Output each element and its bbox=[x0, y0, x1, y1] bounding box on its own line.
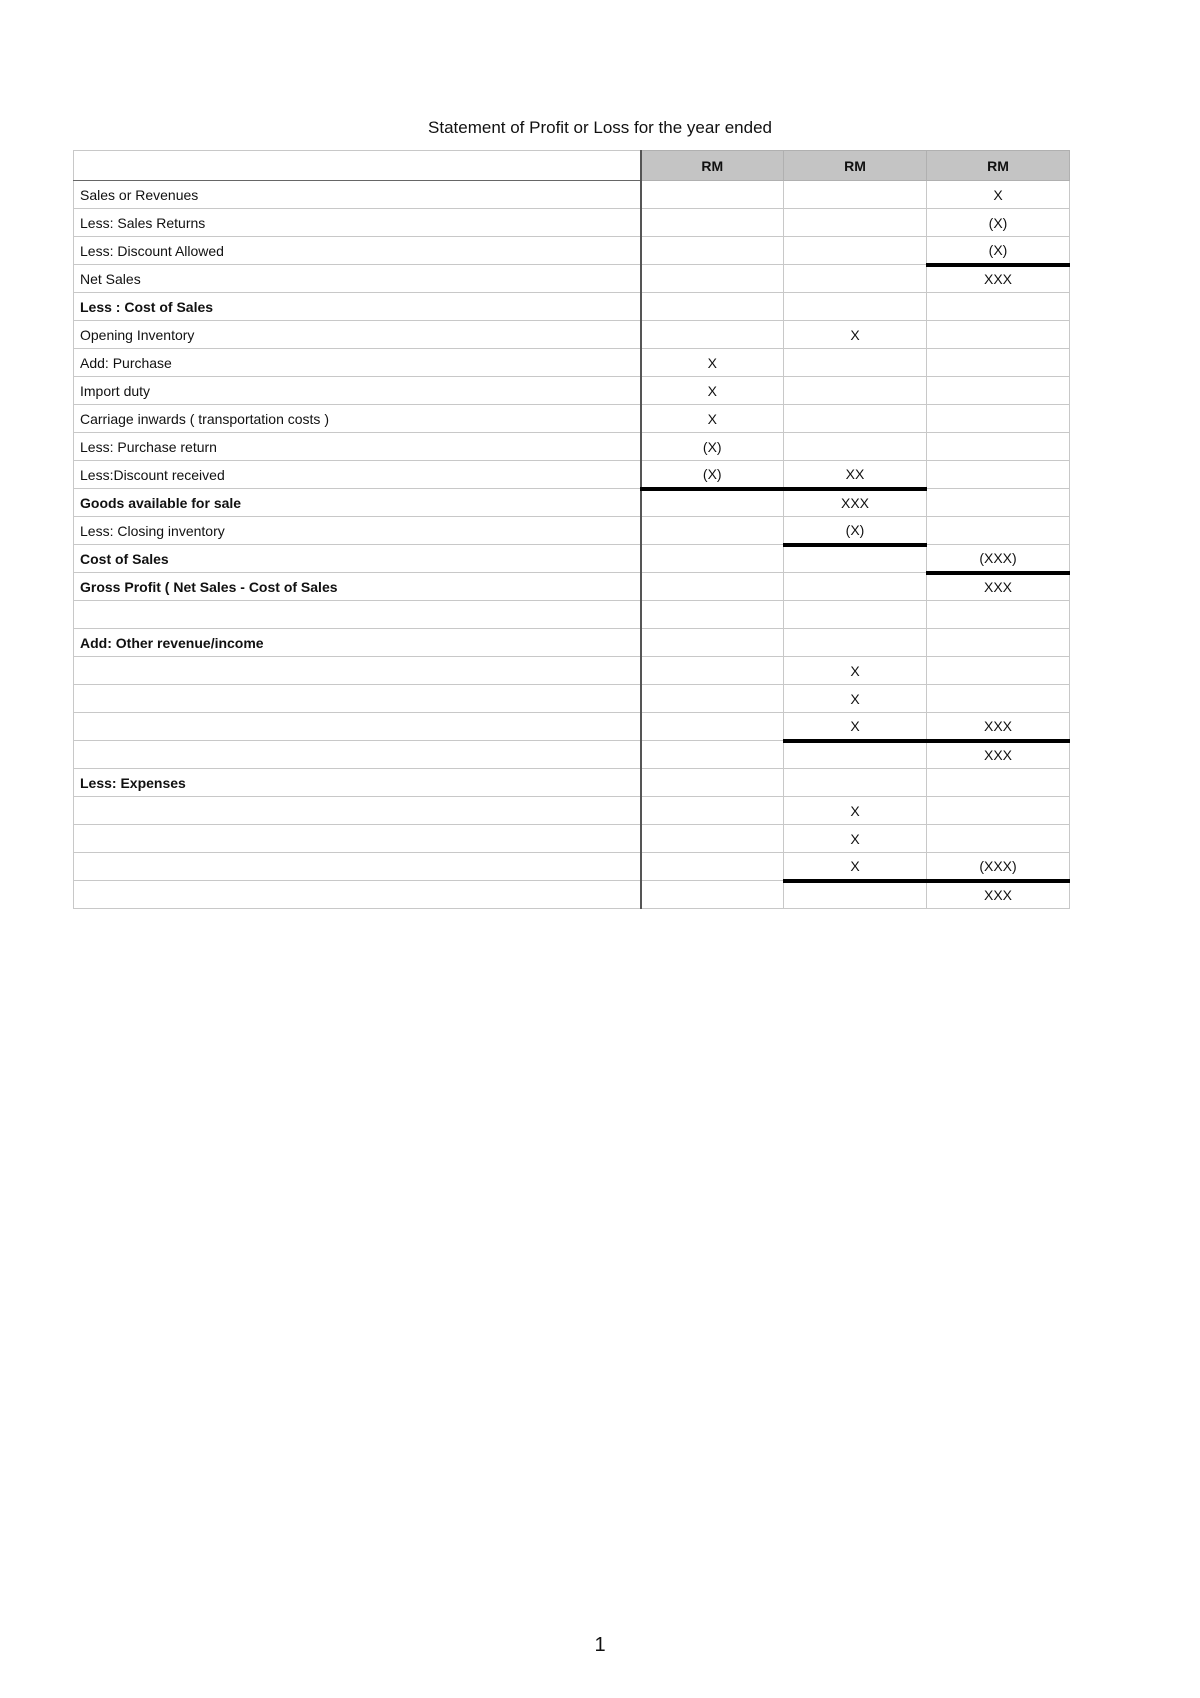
amount-cell-col-3 bbox=[927, 657, 1070, 685]
amount-cell-col-1: X bbox=[641, 377, 784, 405]
table-row bbox=[74, 349, 1070, 377]
row-label bbox=[74, 881, 641, 909]
amount-cell-col-2 bbox=[784, 573, 927, 601]
row-label: Add: Other revenue/income bbox=[74, 629, 641, 657]
amount-cell-col-1 bbox=[641, 573, 784, 601]
table-row bbox=[74, 489, 1070, 517]
row-label bbox=[74, 825, 641, 853]
row-label: Gross Profit ( Net Sales - Cost of Sales bbox=[74, 573, 641, 601]
amount-cell-col-3: (XXX) bbox=[927, 853, 1070, 881]
table-row bbox=[74, 209, 1070, 237]
amount-cell-col-1 bbox=[641, 685, 784, 713]
amount-cell-col-1 bbox=[641, 209, 784, 237]
row-label: Less: Discount Allowed bbox=[74, 237, 641, 265]
amount-cell-col-1: X bbox=[641, 349, 784, 377]
table-row bbox=[74, 265, 1070, 293]
row-label: Sales or Revenues bbox=[74, 181, 641, 209]
table-row bbox=[74, 321, 1070, 349]
amount-cell-col-3: (X) bbox=[927, 209, 1070, 237]
amount-cell-col-3 bbox=[927, 601, 1070, 629]
header-label-cell bbox=[74, 151, 641, 181]
amount-cell-col-3 bbox=[927, 629, 1070, 657]
amount-cell-col-2 bbox=[784, 293, 927, 321]
table-row bbox=[74, 629, 1070, 657]
row-label: Less: Closing inventory bbox=[74, 517, 641, 545]
amount-cell-col-2 bbox=[784, 601, 927, 629]
row-label bbox=[74, 741, 641, 769]
row-label: Less: Expenses bbox=[74, 769, 641, 797]
table-row bbox=[74, 181, 1070, 209]
amount-cell-col-1 bbox=[641, 601, 784, 629]
table-row bbox=[74, 377, 1070, 405]
amount-cell-col-2: X bbox=[784, 685, 927, 713]
amount-cell-col-2 bbox=[784, 181, 927, 209]
header-rm-cell: RM bbox=[641, 151, 784, 181]
amount-cell-col-1 bbox=[641, 517, 784, 545]
row-label bbox=[74, 601, 641, 629]
amount-cell-col-2 bbox=[784, 769, 927, 797]
amount-cell-col-3 bbox=[927, 797, 1070, 825]
amount-cell-col-3 bbox=[927, 377, 1070, 405]
amount-cell-col-1 bbox=[641, 853, 784, 881]
amount-cell-col-3: (X) bbox=[927, 237, 1070, 265]
amount-cell-col-3: XXX bbox=[927, 741, 1070, 769]
amount-cell-col-3 bbox=[927, 321, 1070, 349]
amount-cell-col-1: (X) bbox=[641, 461, 784, 489]
table-row bbox=[74, 461, 1070, 489]
header-rm-cell: RM bbox=[784, 151, 927, 181]
amount-cell-col-3 bbox=[927, 489, 1070, 517]
row-label: Goods available for sale bbox=[74, 489, 641, 517]
row-label bbox=[74, 685, 641, 713]
amount-cell-col-2: XXX bbox=[784, 489, 927, 517]
amount-cell-col-2 bbox=[784, 349, 927, 377]
amount-cell-col-3: (XXX) bbox=[927, 545, 1070, 573]
profit-loss-table bbox=[73, 150, 1070, 909]
amount-cell-col-3 bbox=[927, 293, 1070, 321]
table-row bbox=[74, 573, 1070, 601]
amount-cell-col-1 bbox=[641, 797, 784, 825]
page-number: 1 bbox=[594, 1634, 606, 1656]
table-row bbox=[74, 545, 1070, 573]
amount-cell-col-2 bbox=[784, 209, 927, 237]
row-label: Opening Inventory bbox=[74, 321, 641, 349]
table-row bbox=[74, 825, 1070, 853]
amount-cell-col-2: X bbox=[784, 853, 927, 881]
amount-cell-col-1 bbox=[641, 181, 784, 209]
amount-cell-col-2: (X) bbox=[784, 517, 927, 545]
table-row bbox=[74, 657, 1070, 685]
amount-cell-col-1 bbox=[641, 321, 784, 349]
amount-cell-col-1: X bbox=[641, 405, 784, 433]
table-row bbox=[74, 601, 1070, 629]
statement-title: Statement of Profit or Loss for the year ended bbox=[428, 118, 772, 137]
row-label: Less:Discount received bbox=[74, 461, 641, 489]
amount-cell-col-1 bbox=[641, 741, 784, 769]
amount-cell-col-2 bbox=[784, 265, 927, 293]
amount-cell-col-2: X bbox=[784, 657, 927, 685]
amount-cell-col-2: X bbox=[784, 825, 927, 853]
amount-cell-col-2 bbox=[784, 433, 927, 461]
header-rm-cell: RM bbox=[927, 151, 1070, 181]
table-row bbox=[74, 741, 1070, 769]
amount-cell-col-2: X bbox=[784, 321, 927, 349]
amount-cell-col-1 bbox=[641, 713, 784, 741]
table-row bbox=[74, 293, 1070, 321]
row-label bbox=[74, 853, 641, 881]
row-label: Less: Purchase return bbox=[74, 433, 641, 461]
amount-cell-col-3: XXX bbox=[927, 573, 1070, 601]
row-label: Import duty bbox=[74, 377, 641, 405]
amount-cell-col-3 bbox=[927, 349, 1070, 377]
amount-cell-col-2 bbox=[784, 629, 927, 657]
table-row bbox=[74, 433, 1070, 461]
amount-cell-col-2: XX bbox=[784, 461, 927, 489]
amount-cell-col-1 bbox=[641, 881, 784, 909]
amount-cell-col-1 bbox=[641, 629, 784, 657]
amount-cell-col-1 bbox=[641, 293, 784, 321]
table-row bbox=[74, 405, 1070, 433]
amount-cell-col-3 bbox=[927, 461, 1070, 489]
amount-cell-col-3 bbox=[927, 825, 1070, 853]
amount-cell-col-3: X bbox=[927, 181, 1070, 209]
amount-cell-col-2 bbox=[784, 237, 927, 265]
row-label bbox=[74, 713, 641, 741]
amount-cell-col-1 bbox=[641, 489, 784, 517]
table-row bbox=[74, 797, 1070, 825]
amount-cell-col-3: XXX bbox=[927, 713, 1070, 741]
amount-cell-col-3: XXX bbox=[927, 881, 1070, 909]
row-label: Net Sales bbox=[74, 265, 641, 293]
amount-cell-col-1 bbox=[641, 545, 784, 573]
amount-cell-col-2 bbox=[784, 741, 927, 769]
amount-cell-col-3 bbox=[927, 405, 1070, 433]
amount-cell-col-1 bbox=[641, 237, 784, 265]
amount-cell-col-3 bbox=[927, 769, 1070, 797]
row-label: Less : Cost of Sales bbox=[74, 293, 641, 321]
amount-cell-col-2 bbox=[784, 405, 927, 433]
table-row bbox=[74, 517, 1070, 545]
amount-cell-col-2 bbox=[784, 377, 927, 405]
table-row bbox=[74, 685, 1070, 713]
row-label bbox=[74, 657, 641, 685]
table-row bbox=[74, 713, 1070, 741]
amount-cell-col-3 bbox=[927, 433, 1070, 461]
row-label: Cost of Sales bbox=[74, 545, 641, 573]
amount-cell-col-1 bbox=[641, 825, 784, 853]
table-row bbox=[74, 769, 1070, 797]
amount-cell-col-1: (X) bbox=[641, 433, 784, 461]
amount-cell-col-3 bbox=[927, 517, 1070, 545]
table-row bbox=[74, 853, 1070, 881]
table-header-row bbox=[74, 151, 1070, 181]
amount-cell-col-3 bbox=[927, 685, 1070, 713]
amount-cell-col-2: X bbox=[784, 713, 927, 741]
amount-cell-col-1 bbox=[641, 265, 784, 293]
row-label: Add: Purchase bbox=[74, 349, 641, 377]
row-label: Less: Sales Returns bbox=[74, 209, 641, 237]
table-body bbox=[74, 151, 1070, 909]
amount-cell-col-2: X bbox=[784, 797, 927, 825]
amount-cell-col-1 bbox=[641, 657, 784, 685]
row-label: Carriage inwards ( transportation costs ) bbox=[74, 405, 641, 433]
amount-cell-col-1 bbox=[641, 769, 784, 797]
amount-cell-col-2 bbox=[784, 881, 927, 909]
table-row bbox=[74, 881, 1070, 909]
table-row bbox=[74, 237, 1070, 265]
row-label bbox=[74, 797, 641, 825]
amount-cell-col-2 bbox=[784, 545, 927, 573]
amount-cell-col-3: XXX bbox=[927, 265, 1070, 293]
